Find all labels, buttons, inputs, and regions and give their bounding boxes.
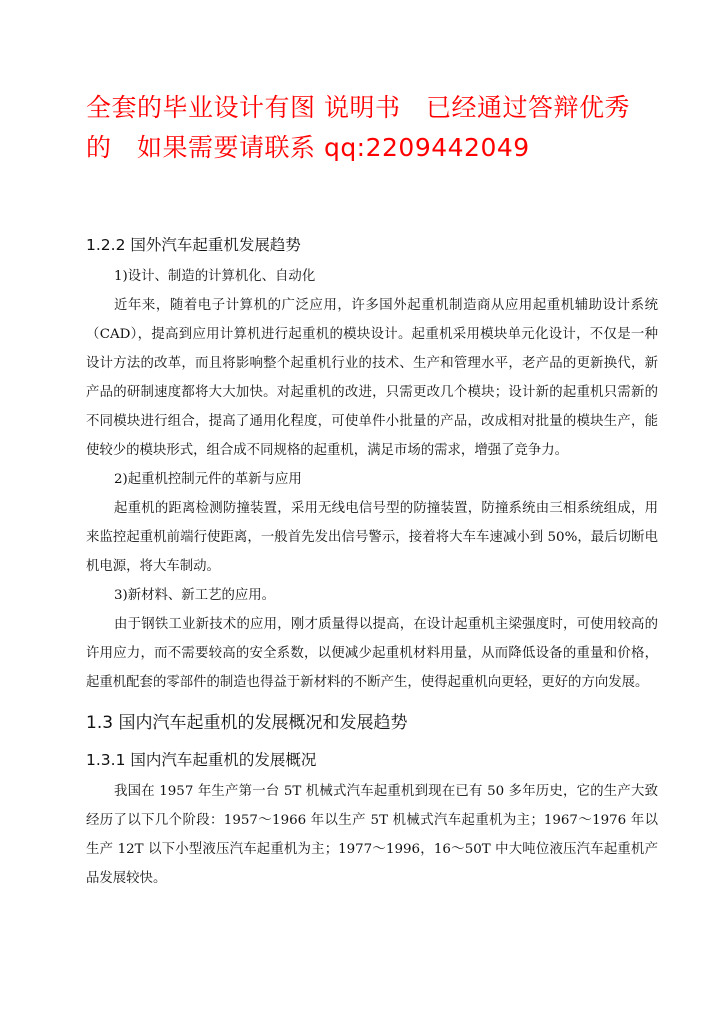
banner-line-1: 全套的毕业设计有图 说明书 已经通过答辩优秀 [86, 93, 630, 122]
document-body [86, 232, 658, 893]
red-banner [86, 88, 676, 168]
item-title-3: 3)新材料、新工艺的应用。 [114, 588, 276, 603]
section-heading-1-3-1: 1.3.1 国内汽车起重机的发展概况 [86, 751, 317, 769]
banner-line-2: 的 如果需要请联系 qq:2209442049 [86, 133, 530, 162]
paragraph-1: 近年来，随着电子计算机的广泛应用，许多国外起重机制造商从应用起重机辅助设计系统（CAD），提高到应用计算机进行起重机的模块设计。起重机采用模块单元化设计，不仅是一种设计方法的改革，而且将影响整个起重机行业的技术、生产和管理水平，老产品的更新换代，新产品的研制速度都将大大加快。对起重机的改进，只需更改几个模块；设计新的起重机只需新的不同模块进行组合，提高了通用化程度，可使单件小批量的产品，改成相对批量的模块生产，能使较少的模块形式，组合成不同规格的起重机，满足市场的需求，增强了竞争力。 [86, 298, 658, 458]
item-title-1: 1)设计、制造的计算机化、自动化 [114, 269, 316, 284]
item-title-2: 2)起重机控制元件的革新与应用 [114, 472, 302, 487]
section-heading-1-2-2: 1.2.2 国外汽车起重机发展趋势 [86, 236, 301, 254]
paragraph-4: 我国在 1957 年生产第一台 5T 机械式汽车起重机到现在已有 50 多年历史，它的生产大致经历了以下几个阶段：1957～1966 年以生产 5T 机械式汽车起重机为主；1967～1976 年以生产 12T 以下小型液压汽车起重机为主；1977～1996，16～50T 中大吨位液压汽车起重机产品发展较快。 [86, 784, 658, 886]
section-heading-1-3: 1.3 国内汽车起重机的发展概况和发展趋势 [86, 713, 408, 733]
paragraph-2: 起重机的距离检测防撞装置，采用无线电信号型的防撞装置，防撞系统由三相系统组成，用来监控起重机前端行使距离，一般首先发出信号警示，接着将大车车速减小到 50%，最后切断电机电源，将大车制动。 [86, 501, 658, 574]
paragraph-3: 由于钢铁工业新技术的应用，刚才质量得以提高，在设计起重机主梁强度时，可使用较高的许用应力，而不需要较高的安全系数，以便减少起重机材料用量，从而降低设备的重量和价格，起重机配套的零部件的制造也得益于新材料的不断产生，使得起重机向更轻，更好的方向发展。 [86, 617, 658, 690]
